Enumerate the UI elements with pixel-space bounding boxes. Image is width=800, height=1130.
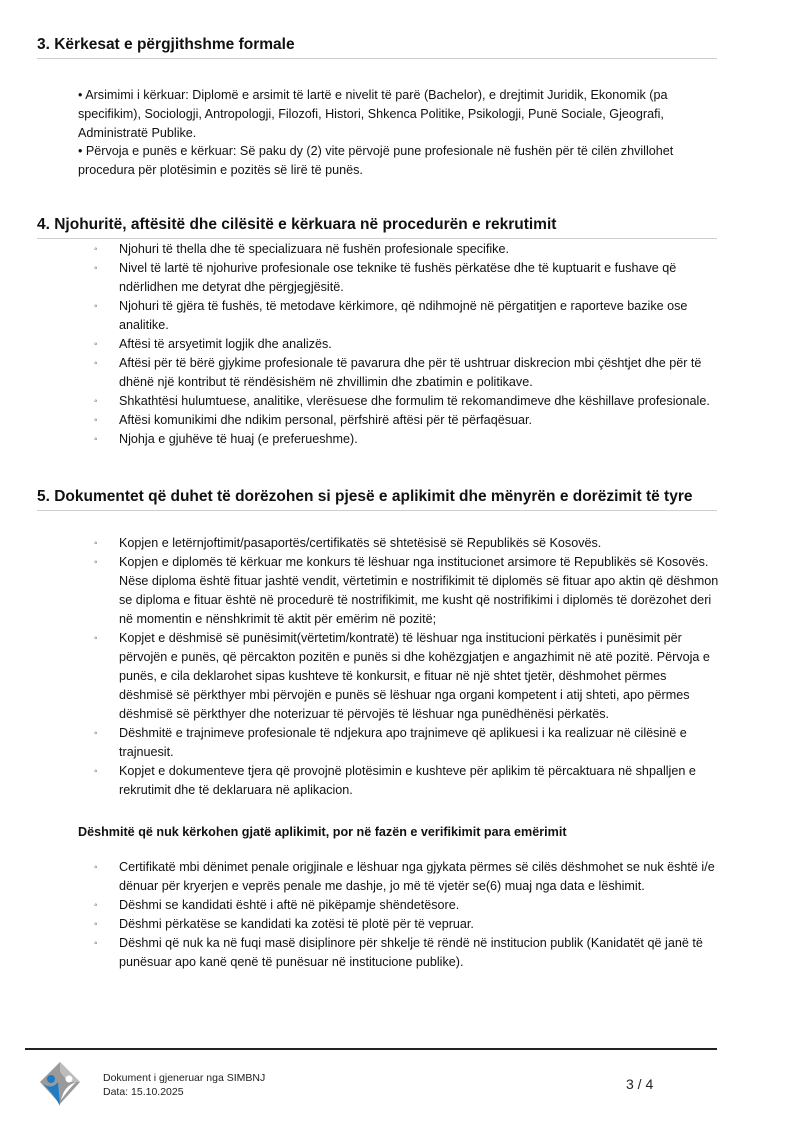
generated-by-text: Dokument i gjeneruar nga SIMBNJ — [103, 1072, 266, 1084]
list-item: ◦ Kopjet e dëshmisë së punësimit(vërtetim/kontratë) të lëshuar nga institucioni përkatës i punësimit për përvojën e punës, që përcakton pozitën e punës si dhe kohëzgjatjen e angazhimit në atë pozitë. Përvoja e punës, e cila deklarohet sipas kushteve të konkursit, e fituar në një shtet tjetër, dëshmohet përmes dëshmisë së përkthyer mbi përvojën e punës së lëshuar nga organi kompetent i atij shteti, apo përmes dëshmisë së përkthyer dhe noterizuar të përvojës të lëshuar nga punëdhënësi përkatës. — [94, 631, 710, 721]
bullet-icon: ◦ — [94, 301, 98, 312]
footer-divider — [25, 1048, 717, 1050]
list-item: ◦ Dëshmi përkatëse se kandidati ka zotësi të plotë për të vepruar. — [0, 915, 719, 934]
bullet-icon: ◦ — [94, 538, 98, 549]
list-item: ◦ Dëshmi që nuk ka në fuqi masë disiplinore për shkelje të rëndë në institucion publik (Kanidatët që janë të punësuar apo kanë qenë të punësuar në institucione publike). — [94, 936, 703, 969]
bullet-icon: ◦ — [94, 396, 98, 407]
section-3-title: 3. Kërkesat e përgjithshme formale — [37, 34, 717, 59]
bullet-icon: ◦ — [94, 766, 98, 777]
section-3-experience: • Përvoja e punës e kërkuar: Së paku dy (2) vite përvojë pune profesionale në fushën për të cilën zhvillohet procedura për plotësimin e pozitës së lirë të punës. — [78, 144, 674, 177]
section-5-title: 5. Dokumentet që duhet të dorëzohen si pjesë e aplikimit dhe mënyrën e dorëzimit të tyre — [37, 486, 717, 511]
section-5-list — [0, 534, 719, 800]
list-item: ◦ Shkathtësi hulumtuese, analitike, vlerësuese dhe formulim të rekomandimeve dhe këshillave profesionale. — [0, 392, 719, 411]
bullet-icon: ◦ — [94, 919, 98, 930]
list-item: ◦ Njohuri të gjëra të fushës, të metodave kërkimore, që ndihmojnë në përgatitjen e raporteve bazike ose analitike. — [94, 299, 688, 332]
list-item: ◦ Njohuri të thella dhe të specializuara në fushën profesionale specifike. — [0, 240, 719, 259]
list-item: ◦ Kopjet e dokumenteve tjera që provojnë plotësimin e kushteve për aplikim të përcaktuara në shpalljen e rekrutimit dhe të deklaruara në aplikacion. — [94, 764, 696, 797]
verification-subheading: Dëshmitë që nuk kërkohen gjatë aplikimit, por në fazën e verifikimit para emërimit — [78, 825, 567, 839]
section-3-education: • Arsimimi i kërkuar: Diplomë e arsimit të lartë e nivelit të parë (Bachelor), e drejtimit Juridik, Ekonomik (pa specifikim), Sociologji, Antropologji, Filozofi, Histori, Shkenca Politike, Psikologji, Punë Sociale, Gjeografi, Administratë Publike. — [78, 88, 668, 140]
page-number: 3 / 4 — [626, 1076, 654, 1092]
bullet-icon: ◦ — [94, 633, 98, 644]
section-4-list — [0, 240, 719, 449]
verification-list — [0, 858, 719, 972]
bullet-icon: ◦ — [94, 900, 98, 911]
list-item: ◦ Kopjen e letërnjoftimit/pasaportës/certifikatës së shtetësisë së Republikës së Kosovës. — [0, 534, 719, 553]
list-item: ◦ Dëshmi se kandidati është i aftë në pikëpamje shëndetësore. — [0, 896, 719, 915]
bullet-icon: ◦ — [94, 339, 98, 350]
list-item: ◦ Aftësi komunikimi dhe ndikim personal, përfshirë aftësi për të përfaqësuar. — [0, 411, 719, 430]
bullet-icon: ◦ — [94, 557, 98, 568]
document-date: Data: 15.10.2025 — [103, 1086, 184, 1098]
section-4-title: 4. Njohuritë, aftësitë dhe cilësitë e kërkuara në procedurën e rekrutimit — [37, 214, 717, 239]
bullet-icon: ◦ — [94, 434, 98, 445]
list-item: ◦ Aftësi të arsyetimit logjik dhe analizës. — [0, 335, 719, 354]
list-item: ◦ Nivel të lartë të njohurive profesionale ose teknike të fushës përkatëse dhe të kuptuarit e fushave që ndërlidhen me detyrat dhe përgjegjësitë. — [94, 261, 677, 294]
bullet-icon: ◦ — [94, 263, 98, 274]
list-item: ◦ Aftësi për të bërë gjykime profesionale të pavarura dhe për të ushtruar diskrecion mbi çështjet dhe për të dhënë një kontribut të rëndësishëm në zhvillimin dhe zbatimin e politikave. — [94, 356, 702, 389]
list-item: ◦ Dëshmitë e trajnimeve profesionale të ndjekura apo trajnimeve që aplikuesi i ka realizuar në cilësinë e trajnuesit. — [94, 726, 687, 759]
bullet-icon: ◦ — [94, 244, 98, 255]
bullet-icon: ◦ — [94, 415, 98, 426]
footer-info — [103, 1071, 265, 1099]
bullet-icon: ◦ — [94, 728, 98, 739]
bullet-icon: ◦ — [94, 862, 98, 873]
list-item: ◦ Kopjen e diplomës të kërkuar me konkurs të lëshuar nga institucionet arsimore të Republikës së Kosovës. Nëse diploma është fituar jashtë vendit, vërtetimin e nostrifikimit të diplomës së fituar apo aktin që dëshmon se diploma e fituar është në procedurë të nostrifikimit, me kusht që nostrifikimi i diplomës të dorëzohet deri në momentin e nënshkrimit të aktit për emërim në pozitë; — [94, 555, 719, 626]
simbnj-logo-icon — [38, 1060, 82, 1108]
bullet-icon: ◦ — [94, 358, 98, 369]
list-item: ◦ Njohja e gjuhëve të huaj (e preferueshme). — [0, 430, 719, 449]
bullet-icon: ◦ — [94, 938, 98, 949]
list-item: ◦ Certifikatë mbi dënimet penale origjinale e lëshuar nga gjykata përmes së cilës dëshmohet se nuk është i/e dënuar për kryerjen e veprës penale me dashje, jo më të vjetër se(6) muaj nga data e lëshimit. — [94, 860, 715, 893]
